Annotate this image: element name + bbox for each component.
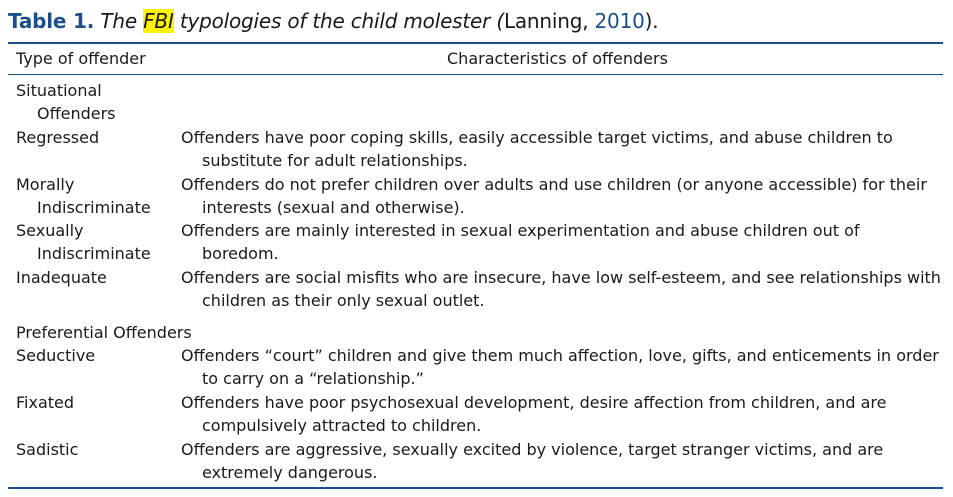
offender-characteristics-cont: extremely dangerous. <box>202 463 378 482</box>
table-title-prefix: The <box>100 9 144 33</box>
offender-characteristics: Offenders have poor coping skills, easily accessible target victims, and abuse children to <box>181 128 893 147</box>
offender-characteristics: Offenders do not prefer children over adults and use children (or anyone accessible) for their <box>181 175 927 194</box>
citation-close: ). <box>644 9 659 33</box>
citation-year-link[interactable]: 2010 <box>594 9 645 33</box>
table-label: Table 1. <box>8 9 95 33</box>
offender-characteristics-cont: compulsively attracted to children. <box>202 416 482 435</box>
offender-characteristics-cont: children as their only sexual outlet. <box>202 291 485 310</box>
offender-type-cont: Indiscriminate <box>37 198 151 217</box>
table-header-rule <box>8 74 943 75</box>
offender-type: Seductive <box>16 346 96 365</box>
offender-characteristics-cont: interests (sexual and otherwise). <box>202 198 465 217</box>
offender-characteristics: Offenders are social misfits who are insecure, have low self-esteem, and see relationships with <box>181 268 941 287</box>
offender-type: Sexually <box>16 221 84 240</box>
group-situational-label: Situational <box>16 81 102 100</box>
offender-type: Inadequate <box>16 268 107 287</box>
table-bottom-rule <box>8 487 943 489</box>
offender-type: Morally <box>16 175 75 194</box>
citation-author: Lanning, <box>503 9 595 33</box>
offender-characteristics-cont: boredom. <box>202 244 279 263</box>
offender-type: Regressed <box>16 128 100 147</box>
header-characteristics: Characteristics of offenders <box>447 49 668 68</box>
highlighted-term: FBI <box>143 9 174 33</box>
offender-characteristics: Offenders are aggressive, sexually excited by violence, target stranger victims, and are <box>181 440 884 459</box>
offender-characteristics: Offenders “court” children and give them much affection, love, gifts, and enticements in order <box>181 346 939 365</box>
group-preferential-label: Preferential Offenders <box>16 323 192 342</box>
offender-type-cont: Indiscriminate <box>37 244 151 263</box>
offender-characteristics: Offenders have poor psychosexual development, desire affection from children, and are <box>181 393 887 412</box>
offender-characteristics-cont: substitute for adult relationships. <box>202 151 468 170</box>
table-title-suffix: typologies of the child molester ( <box>173 9 504 33</box>
offender-characteristics: Offenders are mainly interested in sexual experimentation and abuse children out of <box>181 221 860 240</box>
table-caption <box>8 9 658 33</box>
offender-type: Fixated <box>16 393 75 412</box>
table-top-rule <box>8 42 943 44</box>
offender-type: Sadistic <box>16 440 79 459</box>
header-type-of-offender: Type of offender <box>16 49 146 68</box>
offender-characteristics-cont: to carry on a “relationship.” <box>202 369 424 388</box>
group-situational-label-cont: Offenders <box>37 104 116 123</box>
